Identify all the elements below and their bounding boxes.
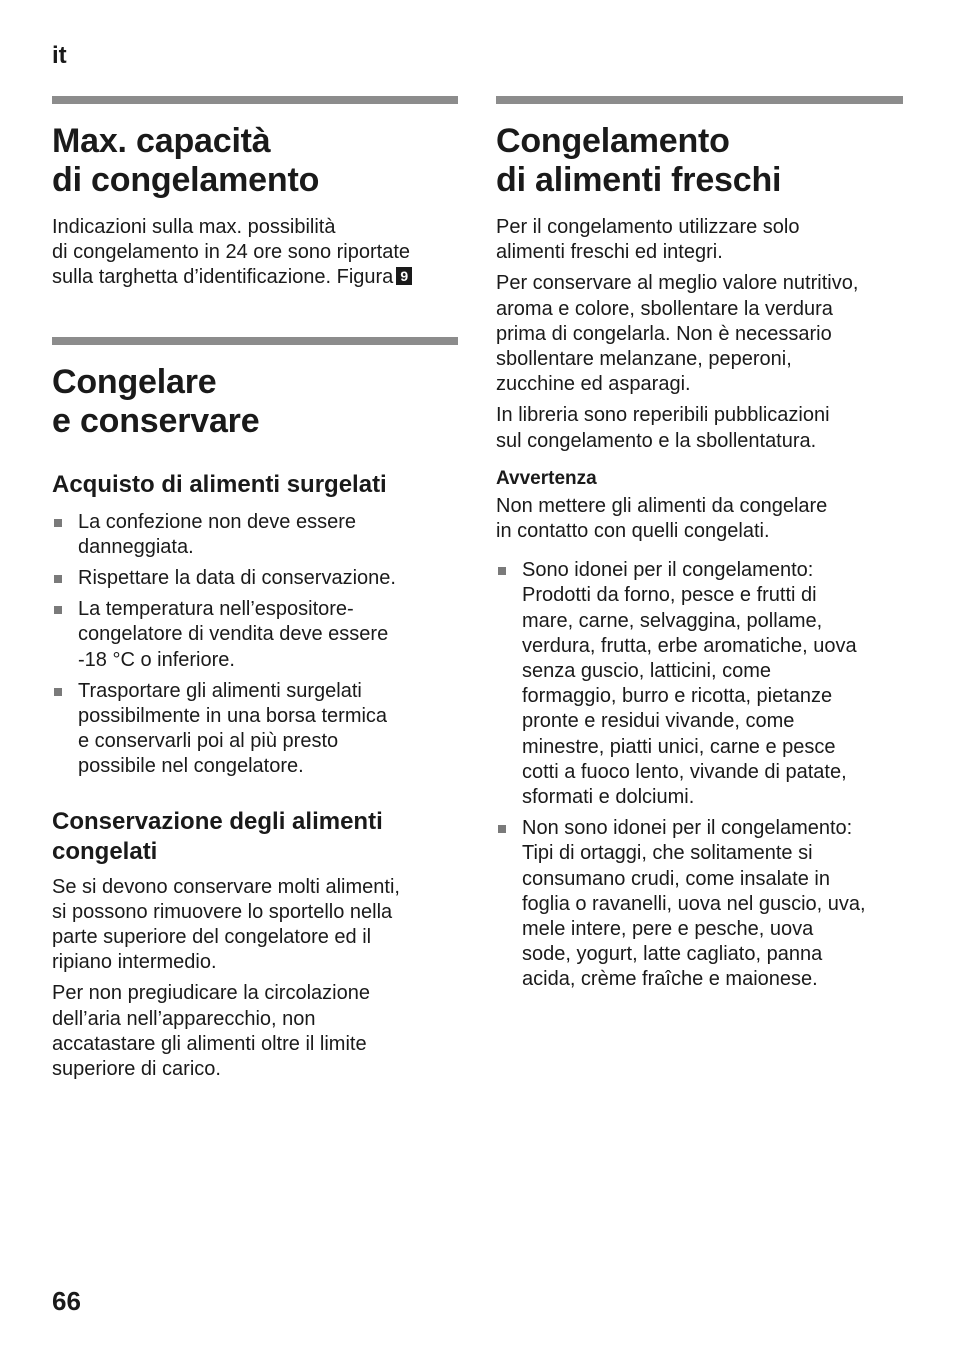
text-line: congelatore di vendita deve essere (78, 623, 389, 646)
note-heading: Avvertenza (496, 467, 597, 489)
storing-frozen-para2 (52, 981, 458, 1082)
square-bullet-icon (54, 606, 62, 614)
text-line: Trasportare gli alimenti surgelati (78, 679, 362, 702)
text-line: -18 °C o inferiore. (78, 648, 235, 671)
text-line: Rispettare la data di conservazione. (78, 567, 396, 590)
text-line: di congelamento in 24 ore sono riportate (52, 241, 411, 264)
text-line: e conservarli poi al più presto (78, 730, 339, 753)
note-text (496, 494, 903, 544)
text-line: foglia o ravanelli, uova nel guscio, uva, (522, 892, 866, 915)
text-line: mele intere, pere e pesche, uova (522, 918, 814, 941)
fresh-para2 (496, 271, 903, 397)
text-line: superiore di carico. (52, 1058, 221, 1081)
text-line: in contatto con quelli congelati. (496, 520, 770, 543)
suitability-list (496, 558, 903, 992)
title-line: e conservare (52, 401, 260, 440)
text-line: Per conservare al meglio valore nutritivo, (496, 272, 859, 295)
text-line: Se si devono conservare molti alimenti, (52, 875, 400, 898)
text-line: verdura, frutta, erbe aromatiche, uova (522, 634, 857, 657)
subheading-buying-frozen: Acquisto di alimenti surgelati (52, 470, 387, 498)
text-line: Non mettere gli alimenti da congelare (496, 494, 828, 517)
title-line: congelati (52, 837, 158, 865)
list-item (52, 566, 458, 591)
text-line: ripiano intermedio. (52, 951, 217, 974)
fresh-para1 (496, 215, 903, 265)
text-line: senza guscio, latticini, come (522, 660, 772, 683)
text-line: sul congelamento e la sbollentatura. (496, 429, 817, 452)
text-fragment: sulla targhetta d’identificazione. Figura (52, 266, 394, 289)
right-column (496, 96, 903, 993)
text-line: Indicazioni sulla max. possibilità (52, 216, 336, 238)
title-line: Congelamento (496, 122, 730, 160)
text-line: parte superiore del congelatore ed il (52, 926, 372, 949)
square-bullet-icon (54, 519, 62, 527)
text-line: accatastare gli alimenti oltre il limite (52, 1032, 367, 1055)
list-item (52, 510, 458, 560)
text-line: possibilmente in una borsa termica (78, 705, 388, 728)
text-line: dell’aria nell’apparecchio, non (52, 1007, 316, 1030)
square-bullet-icon (498, 567, 506, 575)
section-rule (52, 96, 458, 104)
buying-frozen-list (52, 510, 458, 780)
title-line: Congelare (52, 362, 217, 401)
text-line: possibile nel congelatore. (78, 755, 304, 778)
text-line: Prodotti da forno, pesce e frutti di (522, 584, 817, 607)
text-line: Non sono idonei per il congelamento: (522, 817, 853, 840)
fresh-para3 (496, 403, 903, 453)
text-line: La confezione non deve essere (78, 510, 356, 533)
section-title-freeze-store (52, 363, 458, 441)
section-rule (496, 96, 903, 104)
subheading-storing-frozen (52, 807, 458, 867)
title-line: Max. capacità (52, 122, 271, 160)
text-line: consumano crudi, come insalate in (522, 867, 830, 890)
text-line: mare, carne, selvaggina, pollame, (522, 609, 823, 632)
page-number: 66 (52, 1286, 81, 1316)
text-line: formaggio, burro e ricotta, pietanze (522, 685, 833, 708)
square-bullet-icon (54, 688, 62, 696)
list-item (52, 597, 458, 673)
text-line: prima di congelarla. Non è necessario (496, 322, 832, 345)
text-line: aroma e colore, sbollentare la verdura (496, 297, 833, 320)
text-line: alimenti freschi ed integri. (496, 241, 723, 264)
square-bullet-icon (54, 575, 62, 583)
text-line: Per il congelamento utilizzare solo (496, 216, 800, 238)
text-line: cotti a fuoco lento, vivande di patate, (522, 760, 847, 783)
title-line: di alimenti freschi (496, 161, 782, 199)
section-title-max-capacity (52, 122, 458, 200)
text-line: In libreria sono reperibili pubblicazioni (496, 404, 830, 427)
text-line: sbollentare melanzane, peperoni, (496, 348, 792, 371)
text-line: acida, crème fraîche e maionese. (522, 968, 818, 991)
text-line: zucchine ed asparagi. (496, 373, 691, 396)
text-line: pronte e residui vivande, come (522, 710, 795, 733)
text-line: Per non pregiudicare la circolazione (52, 982, 370, 1005)
text-line: sode, yogurt, latte cagliato, panna (522, 943, 823, 966)
list-item (496, 816, 903, 992)
text-line: Tipi di ortaggi, che solitamente si (522, 842, 813, 865)
text-line: minestre, piatti unici, carne e pesce (522, 735, 836, 758)
language-code: it (52, 42, 67, 69)
figure-ref-badge: 9 (396, 267, 412, 285)
left-column (52, 96, 458, 1082)
square-bullet-icon (498, 825, 506, 833)
storing-frozen-para1 (52, 875, 458, 976)
title-line: Conservazione degli alimenti (52, 807, 383, 835)
text-line (52, 265, 458, 290)
section-title-fresh-freezing (496, 122, 903, 200)
list-item (52, 679, 458, 780)
text-line: Sono idonei per il congelamento: (522, 559, 814, 582)
max-capacity-text (52, 215, 458, 291)
section-rule (52, 337, 458, 345)
text-line: La temperatura nell’espositore- (78, 598, 354, 621)
text-line: si possono rimuovere lo sportello nella (52, 900, 393, 923)
text-line: danneggiata. (78, 535, 194, 558)
list-item (496, 558, 903, 810)
title-line: di congelamento (52, 161, 320, 199)
text-line: sformati e dolciumi. (522, 786, 695, 809)
